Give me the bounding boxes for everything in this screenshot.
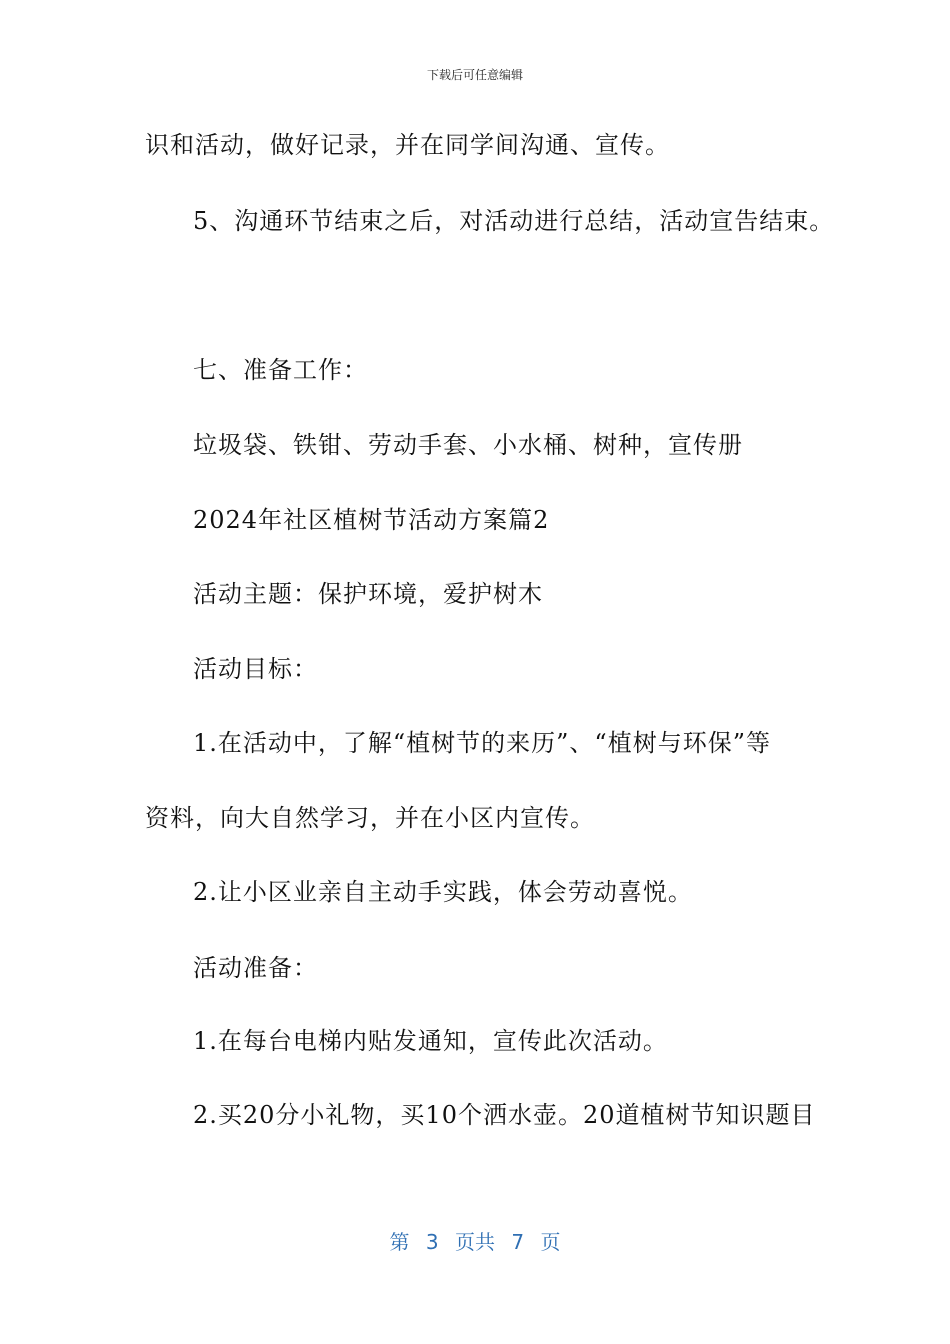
paragraph-line: 2.买20分小礼物，买10个洒水壶。20道植树节知识题目 — [193, 1101, 816, 1129]
footer-total-pages: 7 — [511, 1230, 525, 1254]
paragraph-line: 垃圾袋、铁钳、劳动手套、小水桶、树种，宣传册 — [193, 431, 743, 459]
paragraph-line: 活动主题：保护环境，爱护树木 — [193, 580, 543, 608]
plan-title: 2024年社区植树节活动方案篇2 — [193, 506, 550, 534]
footer-current-page: 3 — [425, 1230, 439, 1254]
section-heading: 七、准备工作： — [193, 356, 368, 384]
footer-prefix: 第 — [389, 1230, 410, 1254]
paragraph-line: 资料，向大自然学习，并在小区内宣传。 — [145, 804, 595, 832]
page-number-footer — [0, 1226, 950, 1255]
paragraph-line: 识和活动，做好记录，并在同学间沟通、宣传。 — [145, 131, 670, 159]
page-header-note: 下载后可任意编辑 — [426, 68, 523, 82]
section-heading: 活动准备： — [193, 954, 318, 982]
paragraph-line: 1.在每台电梯内贴发通知，宣传此次活动。 — [193, 1027, 668, 1055]
footer-middle: 页共 — [455, 1230, 495, 1254]
footer-suffix: 页 — [540, 1230, 561, 1254]
section-heading: 活动目标： — [193, 655, 318, 683]
paragraph-line: 1.在活动中，了解“植树节的来历”、“植树与环保”等 — [193, 729, 771, 757]
paragraph-line: 2.让小区业亲自主动手实践，体会劳动喜悦。 — [193, 878, 693, 906]
paragraph-line: 5、沟通环节结束之后，对活动进行总结，活动宣告结束。 — [193, 207, 835, 235]
